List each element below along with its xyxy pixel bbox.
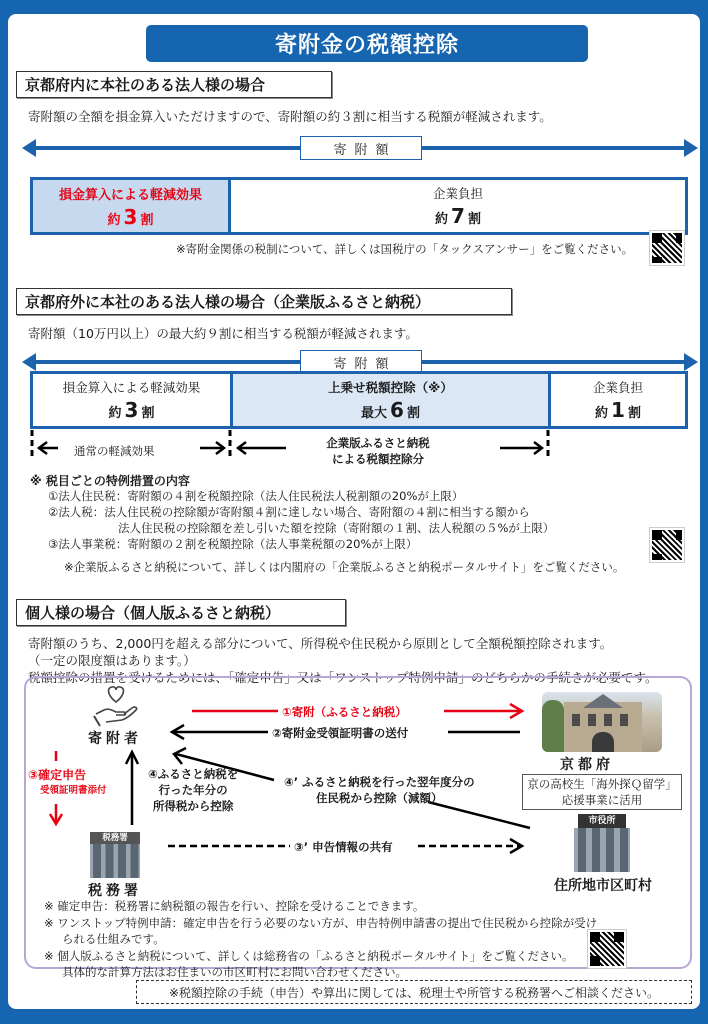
step4-label (148, 766, 238, 814)
measures-title: ※ 税目ごとの特例措置の内容 (30, 474, 190, 488)
value-prefix: 約 (595, 406, 609, 421)
step4p-line1: ④’ ふるさと納税を行った翌年度分の (284, 775, 475, 789)
cell-label: 損金算入による軽減効果 (58, 187, 202, 203)
value-prefix: 約 (107, 212, 121, 228)
qr-code-soumu-portal[interactable] (588, 930, 626, 968)
cell-label: 上乗せ税額控除（※） (328, 380, 453, 395)
flow-arrows (8, 14, 700, 1009)
donation-amount-label: 寄附額 (300, 136, 422, 160)
span-furusato-line2: による税額控除分 (332, 452, 424, 466)
value-number: 7 (451, 204, 465, 228)
city-label: 住所地市区町村 (554, 878, 652, 894)
value-prefix: 約 (108, 406, 122, 421)
furusato-portal-note: ※企業版ふるさと納税について、詳しくは内閣府の「企業版ふるさと納税ポータルサイト」をご覧ください。 (64, 560, 625, 574)
donor-label: 寄附者 (88, 731, 142, 747)
cell-label: 企業負担 (592, 380, 643, 395)
tax-answer-note: ※寄附金関係の税制について、詳しくは国税庁の「タックスアンサー」をご覧ください。 (176, 242, 634, 256)
value-suffix: 割 (467, 212, 481, 227)
section3-description-3: 税額控除の措置を受けるためには、「確定申告」又は「ワンストップ特例申請」のどちらかの手続きが必要です。 (28, 670, 658, 685)
step3-sublabel: 受領証明書添付 (40, 785, 107, 796)
span-furusato-line1: 企業版ふるさと納税 (326, 436, 430, 450)
section3-description-2: （一定の限度額はあります。） (28, 653, 196, 668)
value-number: 3 (124, 398, 139, 422)
kyoto-usage-line1: 京の高校生「海外探Ｑ留学」 (527, 777, 677, 791)
measure-item: 法人住民税の控除額を差し引いた額を控除（寄附額の１割、法人税額の５%が上限） (118, 521, 555, 535)
section1-description: 寄附額の全額を損金算入いただけますので、寄附額の約３割に相当する税額が軽減されます。 (28, 109, 552, 124)
note-portal: ※ 個人版ふるさと納税について、詳しくは総務省の「ふるさと納税ポータルサイト」をご覧ください。 (44, 949, 574, 963)
page (8, 14, 700, 1009)
section2-description: 寄附額（10万円以上）の最大約９割に相当する税額が軽減されます。 (28, 326, 418, 341)
span-normal-label: 通常の軽減効果 (74, 444, 155, 458)
step4p-line2: 住民税から控除（減額） (316, 791, 443, 805)
step2-label: ②寄附金受領証明書の送付 (272, 726, 409, 740)
cell-label: 企業負担 (432, 186, 483, 201)
value-number: 6 (390, 398, 404, 422)
step4-line2: 行った年分の (158, 783, 228, 797)
cell-label: 損金算入による軽減効果 (62, 380, 201, 395)
section-heading-kyoto-corp: 京都府内に本社のある法人様の場合 (16, 71, 332, 98)
step3-label: ③確定申告 (28, 768, 87, 782)
section3-description-1: 寄附額のうち、2,000円を超える部分について、所得税や住民税から原則として全額税額控除されます。 (28, 636, 613, 651)
footer-consult-note: ※税額控除の手続（申告）や算出に関しては、税理士や所管する税務署へご相談ください。 (136, 980, 692, 1004)
value-suffix: 割 (141, 406, 155, 421)
step4-line1: ④ふるさと納税を (148, 767, 239, 781)
note-onestop: ※ ワンストップ特例申請：確定申告を行う必要のない方が、申告特例申請書の提出で住民税から控除が受け (44, 916, 598, 930)
city-hall-sign: 市役所 (578, 814, 626, 828)
value-prefix: 最大 (361, 406, 388, 421)
value-number: 1 (611, 398, 625, 422)
step3p-label: ③’ 申告情報の共有 (294, 840, 393, 854)
measure-item: ①法人住民税：寄附額の４割を税額控除（法人住民税法人税割額の20%が上限） (48, 489, 464, 503)
tax-office-sign: 税務署 (90, 832, 140, 844)
kyoto-prefecture-label: 京都府 (560, 757, 614, 773)
step4-line3: 所得税から控除 (152, 799, 234, 813)
measure-item: ②法人税：法人住民税の控除額が寄附額４割に達しない場合、寄附額の４割に相当する額から (48, 505, 530, 519)
value-suffix: 割 (627, 406, 641, 421)
value-suffix: 割 (406, 406, 420, 421)
section-heading-individual: 個人様の場合（個人版ふるさと納税） (16, 599, 346, 626)
note-onestop-cont: られる仕組みです。 (62, 932, 165, 946)
note-calculation: 具体的な計算方法はお住まいの市区町村にお問い合わせください。 (62, 965, 407, 979)
value-number: 3 (123, 204, 138, 229)
value-prefix: 約 (435, 212, 449, 227)
kyoto-usage-line2: 応援事業に活用 (561, 793, 643, 807)
value-suffix: 割 (140, 212, 154, 228)
page-title: 寄附金の税額控除 (146, 25, 588, 62)
donation-amount-label: 寄附額 (300, 350, 422, 374)
step4p-label (284, 774, 475, 806)
note-kakutei: ※ 確定申告：税務署に納税額の報告を行い、控除を受けることできます。 (44, 899, 425, 913)
section-heading-outside-corp: 京都府外に本社のある法人様の場合（企業版ふるさと納税） (16, 288, 512, 315)
step1-label: ①寄附（ふるさと納税） (282, 705, 407, 719)
measure-item: ③法人事業税：寄附額の２割を税額控除（法人事業税額の20%が上限） (48, 537, 418, 551)
tax-office-label: 税務署 (88, 883, 142, 899)
